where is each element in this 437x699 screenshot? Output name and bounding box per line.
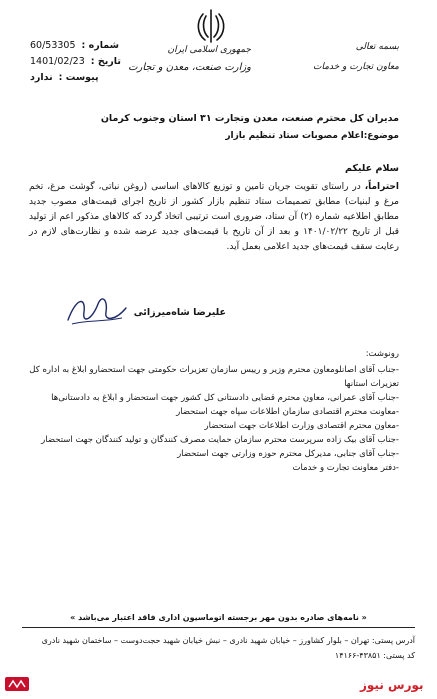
- cc-item: -جناب آقای اصانلومعاون محترم وزیر و رییس سازمان تعزیرات حکومتی جهت استحضارو ابلاغ به اداره کل تعزیرات استانها: [29, 365, 399, 389]
- ministry-country-name: جمهوری اسلامی ایران: [167, 45, 251, 55]
- signatory-name: علیرضا شاه‌میرزائی: [133, 307, 226, 318]
- cc-list: [21, 363, 399, 475]
- letter-number-row: [30, 38, 121, 54]
- attachment-value: ندارد: [30, 72, 53, 83]
- address-line: آدرس پستی: تهران – بلوار کشاورز – خیابان شهید نادری – نبش خیابان شهید حجت‌دوست – ساختمان شهید نادری: [41, 636, 415, 645]
- handwritten-signature-icon: [62, 290, 132, 330]
- footer-validity-note: « نامه‌های صادره بدون مهر برجسته اتوماسیون اداری فاقد اعتبار می‌باشد »: [70, 613, 367, 622]
- number-label: شماره :: [81, 40, 119, 51]
- letter-meta: [30, 38, 121, 86]
- postal-address: [15, 633, 415, 663]
- cc-item: -جناب آقای عمرانی، معاون محترم قضایی دادستانی کل کشور جهت استحضار و ابلاغ به دادستانی‌ها: [51, 393, 399, 403]
- postal-code: کد پستی: ۴۳۸۵۱-۱۴۱۶۶: [334, 651, 415, 660]
- footer-divider: [22, 627, 415, 628]
- number-value: 60/53305: [30, 40, 76, 51]
- cc-item: -جناب آقای بیک زاده سرپرست محترم سازمان حمایت مصرف کنندگان و تولید کنندگان جهت استحضار: [41, 435, 399, 445]
- attachment-label: پیوست :: [58, 72, 99, 83]
- bismillah: بسمه تعالی: [355, 42, 399, 52]
- salutation: سلام علیکم: [344, 163, 399, 174]
- cc-item: -دفتر معاونت تجارت و خدمات: [292, 463, 399, 473]
- date-value: 1401/02/23: [30, 56, 85, 67]
- subject-line: موضوع:اعلام مصوبات ستاد تنظیم بازار: [225, 131, 399, 141]
- date-label: تاریخ :: [90, 56, 121, 67]
- letter-attachment-row: [30, 70, 121, 86]
- iran-emblem-icon: [191, 6, 231, 46]
- source-logo: بورس نیوز: [360, 678, 424, 692]
- letter-date-row: [30, 54, 121, 70]
- body-text: در راستای تقویت جریان تامین و توزیع کالاهای اساسی (روغن نباتی، گوشت مرغ، تخم مرغ و لبنیات) مطابق تصمیمات ستاد تنظیم بازار کشور از تاریخ اجرای قیمت‌های مصوب جدید مطابق اطلاعیه شماره (۲) آن ستاد، ضروری است ترتیبی اتخاذ گردد که کالاهای مذکور اعم از تولید قبل از تاریخ ۱۴۰۱/۰۲/۲۲ و بعد از آن تاریخ با قیمت‌های جدید عرضه شده و نظارت‌های لازم در رعایت سقف قیمت‌های جدید اعلامی بعمل آید.: [29, 182, 399, 252]
- body-lead: احتراماً،: [364, 182, 399, 192]
- cc-title: رونوشت:: [365, 349, 399, 359]
- ministry-logo-icon: [4, 676, 30, 692]
- letter-body: [29, 180, 399, 255]
- addressee: مدیران کل محترم صنعت، معدن وتجارت ۳۱ استان وجنوب کرمان: [100, 113, 399, 124]
- ministry-name: وزارت صنعت، معدن و تجارت: [128, 62, 251, 73]
- cc-item: -معاون محترم اقتصادی وزارت اطلاعات جهت استحضار: [204, 421, 399, 431]
- deputy-office: معاون تجارت و خدمات: [313, 62, 399, 72]
- cc-item: -جناب آقای جنابی، مدیرکل محترم حوزه وزارتی جهت استحضار: [177, 449, 399, 459]
- cc-item: -معاونت محترم اقتصادی سازمان اطلاعات سپاه جهت استحضار: [176, 407, 399, 417]
